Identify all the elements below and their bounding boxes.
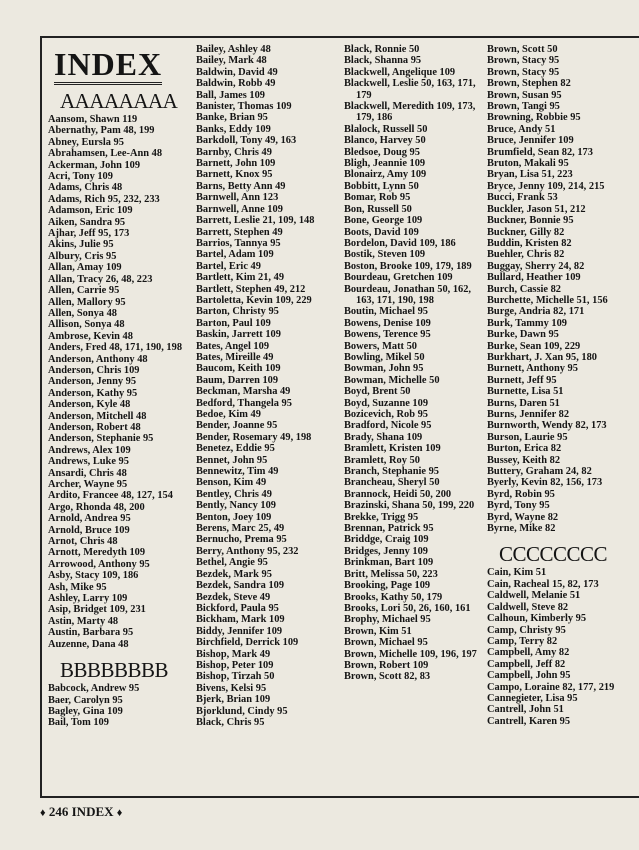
index-entry: Bail, Tom 109: [48, 717, 109, 729]
index-entry: Brophy, Michael 95: [344, 614, 431, 626]
index-entry: Cain, Kim 51: [487, 567, 547, 579]
index-entry: Bussey, Keith 82: [487, 454, 561, 466]
index-entry: Bishop, Peter 109: [196, 659, 274, 671]
index-entry: Bender, Rosemary 49, 198: [196, 431, 312, 443]
index-entry: Bon, Russell 50: [344, 203, 412, 215]
index-entry: Bowling, Mikel 50: [344, 351, 425, 363]
index-entry: Barrett, Leslie 21, 109, 148: [196, 215, 315, 227]
index-entry: Boston, Brooke 109, 179, 189: [344, 260, 472, 272]
index-entry: Ash, Mike 95: [48, 581, 107, 593]
index-entry: Boyd, Suzanne 109: [344, 397, 429, 409]
index-entry: Bezdek, Mark 95: [196, 568, 272, 580]
index-entry: Akins, Julie 95: [48, 239, 114, 251]
index-entry: Bucci, Frank 53: [487, 192, 558, 204]
index-entry: Banister, Thomas 109: [196, 101, 292, 113]
index-entry: Bishop, Tirzah 50: [196, 671, 275, 683]
section-spacer: [48, 650, 194, 656]
index-column-2: [196, 44, 342, 728]
index-entry: Bligh, Jeannie 109: [344, 158, 426, 170]
index-entry: Bedford, Thangela 95: [196, 397, 292, 409]
index-entry: Bostik, Steven 109: [344, 249, 426, 261]
index-entry: Barns, Betty Ann 49: [196, 180, 286, 192]
index-entry: Anderson, Jenny 95: [48, 376, 137, 388]
index-entry: Arnold, Andrea 95: [48, 513, 131, 525]
index-entry: Banke, Brian 95: [196, 112, 268, 124]
index-entry: Bowens, Denise 109: [344, 317, 431, 329]
index-entry: Berens, Marc 25, 49: [196, 523, 285, 535]
index-entry: Cain, Racheal 15, 82, 173: [487, 578, 599, 590]
index-entry: Benetez, Eddie 95: [196, 443, 275, 455]
index-entry: Bledsoe, Doug 95: [344, 146, 420, 158]
index-entry: Boutin, Michael 95: [344, 306, 428, 318]
index-entry: Baskin, Jarrett 109: [196, 329, 281, 341]
index-entry: Andrews, Alex 109: [48, 444, 131, 456]
index-entry: Brown, Michael 95: [344, 637, 428, 649]
index-entry: Burson, Laurie 95: [487, 431, 568, 443]
index-entry: Campbell, Jeff 82: [487, 658, 566, 670]
index-entry: Byrd, Tony 95: [487, 500, 550, 512]
index-entry: Bartlett, Kim 21, 49: [196, 272, 285, 284]
index-entry: Brown, Michelle 109, 196, 197: [344, 648, 477, 660]
index-entry: Anderson, Stephanie 95: [48, 433, 154, 445]
index-entry: Arrowood, Anthony 95: [48, 558, 150, 570]
page-title: INDEX: [54, 46, 162, 85]
index-entry: Blackwell, Angelique 109: [344, 66, 456, 78]
index-entry: Black, Ronnie 50: [344, 44, 420, 55]
index-entry: Barrett, Stephen 49: [196, 226, 283, 238]
index-entry: Bently, Nancy 109: [196, 500, 276, 512]
index-entry: Buttery, Graham 24, 82: [487, 466, 592, 478]
index-entry: Buggay, Sherry 24, 82: [487, 260, 585, 272]
index-entry: Cantrell, John 51: [487, 704, 564, 716]
index-entry: Brown, Kim 51: [344, 625, 412, 637]
index-entry: Berry, Anthony 95, 232: [196, 545, 299, 557]
index-entry: Bryce, Jenny 109, 214, 215: [487, 180, 605, 192]
index-entry: Brown, Stacy 95: [487, 55, 560, 67]
index-entry: Boyd, Brent 50: [344, 386, 411, 398]
index-entry: Bruce, Andy 51: [487, 123, 556, 135]
index-entry: Caldwell, Steve 82: [487, 601, 569, 613]
index-entry: Allen, Mallory 95: [48, 296, 126, 308]
index-entry: Cannegieter, Lisa 95: [487, 692, 578, 704]
index-entry: Bishop, Mark 49: [196, 648, 271, 660]
index-entry: Bender, Joanne 95: [196, 420, 278, 432]
index-entry: Blackwell, Meredith 109, 173, 179, 186: [344, 101, 476, 124]
index-entry: Brown, Susan 95: [487, 89, 562, 101]
index-entry: Buddin, Kristen 82: [487, 237, 572, 249]
footer-page-number: 246 INDEX: [48, 804, 114, 819]
index-entry: Ansardi, Chris 48: [48, 467, 127, 479]
index-entry: Burkhart, J. Xan 95, 180: [487, 351, 597, 363]
index-column-1: [48, 44, 194, 729]
index-entry: Barkdoll, Tony 49, 163: [196, 135, 297, 147]
index-entry: Bailey, Mark 48: [196, 55, 267, 67]
index-entry: Banks, Eddy 109: [196, 123, 271, 135]
index-entry: Bagley, Gina 109: [48, 705, 123, 717]
index-entry: Bezdek, Steve 49: [196, 591, 271, 603]
index-entry: Adams, Rich 95, 232, 233: [48, 193, 160, 205]
index-entry: Blanco, Harvey 50: [344, 135, 426, 147]
index-entry: Baldwin, David 49: [196, 66, 278, 78]
index-entry: Argo, Rhonda 48, 200: [48, 501, 145, 513]
index-entry: Baucom, Keith 109: [196, 363, 281, 375]
index-entry: Cantrell, Karen 95: [487, 715, 571, 727]
index-entry: Barnby, Chris 49: [196, 146, 272, 158]
index-entry: Bjorklund, Cindy 95: [196, 705, 288, 717]
index-column-4: [487, 44, 639, 727]
index-entry: Barnwell, Ann 123: [196, 192, 279, 204]
index-entry: Burge, Andria 82, 171: [487, 306, 585, 318]
index-entry: Campbell, Amy 82: [487, 647, 570, 659]
index-entry: Brown, Scott 50: [487, 44, 558, 55]
index-entry: Brown, Tangi 95: [487, 101, 560, 113]
index-entry: Allen, Carrie 95: [48, 285, 120, 297]
index-entry: Bordelon, David 109, 186: [344, 237, 456, 249]
index-entry: Barrios, Tannya 95: [196, 237, 281, 249]
index-entry: Allan, Amay 109: [48, 262, 122, 274]
index-entry: Blackwell, Leslie 50, 163, 171, 179: [344, 78, 476, 101]
index-entry: Brazinski, Shana 50, 199, 220: [344, 500, 475, 512]
index-entry: Babcock, Andrew 95: [48, 683, 140, 695]
index-entry: Bennewitz, Tim 49: [196, 466, 279, 478]
index-entry: Bruton, Makali 95: [487, 158, 569, 170]
index-entry: Britt, Melissa 50, 223: [344, 568, 438, 580]
index-entry: Auzenne, Dana 48: [48, 638, 129, 650]
index-entry: Burnett, Jeff 95: [487, 374, 557, 386]
index-entry: Aansom, Shawn 119: [48, 114, 138, 125]
index-entry: Bramlett, Kristen 109: [344, 443, 441, 455]
index-entry: Burton, Erica 82: [487, 443, 562, 455]
index-entry: Boots, David 109: [344, 226, 419, 238]
index-entry: Bozicevich, Rob 95: [344, 409, 428, 420]
index-entry: Campbell, John 95: [487, 670, 571, 682]
index-entry: Bramlett, Roy 50: [344, 454, 420, 466]
index-entry: Bryan, Lisa 51, 223: [487, 169, 573, 181]
index-entry: Asby, Stacy 109, 186: [48, 570, 139, 582]
footer-label: [40, 804, 122, 820]
index-entry: Camp, Terry 82: [487, 635, 558, 647]
index-entry: Adams, Chris 48: [48, 182, 123, 194]
index-entry: Abrahamsen, Lee-Ann 48: [48, 148, 163, 160]
index-entry: Baer, Carolyn 95: [48, 694, 123, 706]
index-entry: Bone, George 109: [344, 215, 423, 227]
index-entry: Briddge, Craig 109: [344, 534, 429, 546]
index-entry: Brown, Scott 82, 83: [344, 671, 431, 683]
index-entry: Bourdeau, Gretchen 109: [344, 272, 453, 284]
index-entry: Browning, Robbie 95: [487, 112, 581, 124]
index-entry: Burch, Cassie 82: [487, 283, 561, 295]
index-entry: Barton, Christy 95: [196, 306, 279, 318]
index-entry: Bradford, Nicole 95: [344, 420, 432, 432]
index-entry: Burnworth, Wendy 82, 173: [487, 420, 607, 432]
index-entry: Bernucho, Prema 95: [196, 534, 287, 546]
index-entry: Buehler, Chris 82: [487, 249, 565, 261]
index-entry: Bennet, John 95: [196, 454, 268, 466]
index-entry: Buckner, Gilly 82: [487, 226, 565, 238]
index-entry: Bartoletta, Kevin 109, 229: [196, 294, 312, 306]
index-entry: Anderson, Kyle 48: [48, 399, 131, 411]
index-entry: Barton, Paul 109: [196, 317, 271, 329]
index-entry: Bowens, Terence 95: [344, 329, 431, 341]
index-entry: Ashley, Larry 109: [48, 593, 128, 605]
index-entry: Arnott, Meredyth 109: [48, 547, 146, 559]
diamond-right-icon: ♦: [116, 807, 123, 819]
index-entry: Brancheau, Sheryl 50: [344, 477, 440, 489]
index-entry: Austin, Barbara 95: [48, 627, 134, 639]
index-entry: Barnwell, Anne 109: [196, 203, 283, 215]
index-entry: Byrd, Wayne 82: [487, 511, 559, 523]
index-page: [40, 36, 639, 798]
index-entry: Brooks, Lori 50, 26, 160, 161: [344, 602, 471, 614]
index-entry: Blalock, Russell 50: [344, 123, 428, 135]
index-entry: Bowman, John 95: [344, 363, 424, 375]
index-entry: Brown, Robert 109: [344, 659, 429, 671]
index-entry: Anderson, Anthony 48: [48, 353, 148, 365]
index-entry: Anders, Fred 48, 171, 190, 198: [48, 342, 183, 354]
index-entry: Branch, Stephanie 95: [344, 466, 439, 478]
index-entry: Anderson, Robert 48: [48, 421, 141, 433]
letter-section-heading: CCCCCCCC: [499, 542, 608, 567]
index-entry: Asip, Bridget 109, 231: [48, 604, 146, 616]
index-entry: Bridges, Jenny 109: [344, 545, 428, 557]
index-entry: Brady, Shana 109: [344, 431, 423, 443]
index-entry: Bowers, Matt 50: [344, 340, 418, 352]
index-entry: Bates, Mireille 49: [196, 351, 274, 363]
index-column-3: [344, 44, 490, 683]
index-entry: Bourdeau, Jonathan 50, 162, 163, 171, 190, 198: [344, 283, 472, 306]
section-spacer: [487, 534, 639, 540]
index-entry: Blonairz, Amy 109: [344, 169, 427, 181]
index-entry: Bickham, Mark 109: [196, 614, 285, 626]
index-entry: Benton, Joey 109: [196, 511, 272, 523]
index-entry: Ackerman, John 109: [48, 159, 141, 171]
index-entry: Buckler, Jason 51, 212: [487, 203, 586, 215]
index-entry: Archer, Wayne 95: [48, 479, 128, 490]
index-entry: Burnette, Lisa 51: [487, 386, 564, 398]
index-entry: Bethel, Angie 95: [196, 557, 268, 569]
index-entry: Burns, Daren 51: [487, 397, 560, 409]
index-entry: Astin, Marty 48: [48, 615, 119, 627]
index-entry: Brekke, Trigg 95: [344, 511, 419, 523]
index-entry: Black, Chris 95: [196, 716, 265, 728]
index-entry: Bartel, Eric 49: [196, 260, 261, 272]
index-entry: Beckman, Marsha 49: [196, 386, 291, 398]
index-entry: Adamson, Eric 109: [48, 205, 133, 217]
index-entry: Caldwell, Melanie 51: [487, 590, 581, 602]
index-entry: Bentley, Chris 49: [196, 488, 272, 500]
letter-section-heading: AAAAAAAA: [60, 89, 178, 113]
index-entry: Byrne, Mike 82: [487, 523, 556, 535]
page-footer: [40, 796, 639, 819]
index-entry: Abney, Eursla 95: [48, 136, 124, 148]
index-entry: Burchette, Michelle 51, 156: [487, 294, 608, 306]
index-entry: Brown, Stacy 95: [487, 66, 560, 78]
letter-section-heading: BBBBBBBB: [60, 658, 169, 683]
index-entry: Ajhar, Jeff 95, 173: [48, 228, 130, 240]
index-entry: Bezdek, Sandra 109: [196, 580, 285, 592]
index-entry: Bedoe, Kim 49: [196, 409, 261, 420]
index-entry: Bartlett, Stephen 49, 212: [196, 283, 306, 295]
index-entry: Brannock, Heidi 50, 200: [344, 488, 452, 500]
index-entry: Anderson, Mitchell 48: [48, 410, 147, 422]
index-entry: Abernathy, Pam 48, 199: [48, 125, 155, 137]
index-entry: Black, Shanna 95: [344, 55, 422, 67]
index-entry: Barnett, Knox 95: [196, 169, 273, 181]
index-entry: Byerly, Kevin 82, 156, 173: [487, 477, 603, 489]
index-entry: Brooks, Kathy 50, 179: [344, 591, 443, 603]
index-entry: Aiken, Sandra 95: [48, 216, 126, 228]
index-entry: Benson, Kim 49: [196, 477, 267, 489]
index-entry: Bates, Angel 109: [196, 340, 270, 352]
index-entry: Arnold, Bruce 109: [48, 524, 130, 536]
index-entry: Brooking, Page 109: [344, 580, 431, 592]
index-entry: Burke, Sean 109, 229: [487, 340, 581, 352]
index-entry: Brennan, Patrick 95: [344, 523, 434, 535]
index-entry: Biddy, Jennifer 109: [196, 625, 283, 637]
index-entry: Ardito, Francee 48, 127, 154: [48, 490, 173, 502]
index-entry: Bivens, Kelsi 95: [196, 682, 267, 694]
index-entry: Bruce, Jennifer 109: [487, 135, 574, 147]
index-entry: Campo, Loraine 82, 177, 219: [487, 681, 615, 693]
index-entry: Burk, Tammy 109: [487, 317, 567, 329]
index-entry: Anderson, Chris 109: [48, 364, 140, 376]
index-entry: Baum, Darren 109: [196, 374, 279, 386]
index-entry: Bickford, Paula 95: [196, 602, 279, 614]
index-entry: Bailey, Ashley 48: [196, 44, 271, 55]
index-entry: Bullard, Heather 109: [487, 272, 581, 284]
index-entry: Bartel, Adam 109: [196, 249, 274, 261]
index-entry: Arnot, Chris 48: [48, 536, 118, 548]
index-entry: Burnett, Anthony 95: [487, 363, 578, 375]
index-entry: Brumfield, Sean 82, 173: [487, 146, 593, 158]
index-entry: Allison, Sonya 48: [48, 319, 125, 331]
index-entry: Albury, Cris 95: [48, 250, 117, 262]
index-entry: Camp, Christy 95: [487, 624, 566, 636]
index-entry: Bowman, Michelle 50: [344, 374, 440, 386]
index-entry: Acri, Tony 109: [48, 171, 113, 183]
index-entry: Calhoun, Kimberly 95: [487, 613, 587, 625]
index-entry: Allan, Tracy 26, 48, 223: [48, 273, 153, 285]
index-entry: Burke, Dawn 95: [487, 329, 559, 341]
index-entry: Baldwin, Robb 49: [196, 78, 276, 90]
index-entry: Barnett, John 109: [196, 158, 276, 170]
index-entry: Allen, Sonya 48: [48, 307, 117, 319]
diamond-left-icon: ♦: [40, 807, 46, 819]
index-entry: Brown, Stephen 82: [487, 78, 571, 90]
index-entry: Bomar, Rob 95: [344, 192, 411, 204]
index-entry: Bjerk, Brian 109: [196, 694, 271, 706]
index-entry: Andrews, Luke 95: [48, 456, 129, 468]
index-entry: Ball, James 109: [196, 89, 265, 101]
index-entry: Burns, Jennifer 82: [487, 409, 570, 420]
index-entry: Birchfield, Derrick 109: [196, 637, 299, 649]
index-entry: Brinkman, Bart 109: [344, 557, 434, 569]
index-entry: Byrd, Robin 95: [487, 488, 555, 500]
index-entry: Bobbitt, Lynn 50: [344, 180, 419, 192]
index-entry: Buckner, Bonnie 95: [487, 215, 574, 227]
index-entry: Ambrose, Kevin 48: [48, 330, 133, 342]
index-entry: Anderson, Kathy 95: [48, 387, 138, 399]
